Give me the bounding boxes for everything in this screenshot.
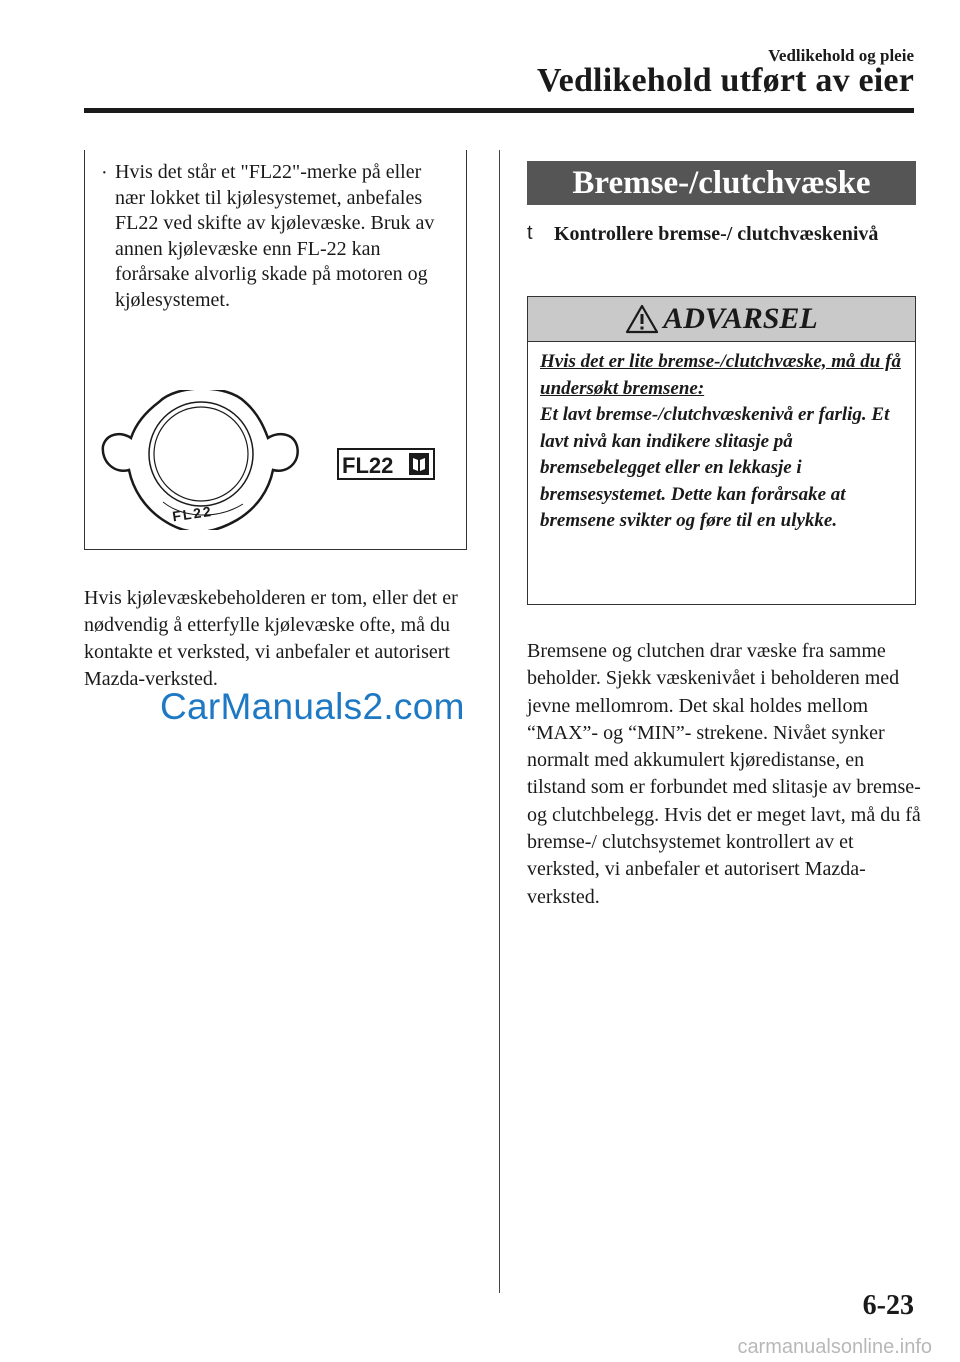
page-title: Vedlikehold utført av eier <box>537 62 914 99</box>
subsection-bullet: t <box>527 222 533 244</box>
radiator-cap-illustration <box>97 390 302 530</box>
warning-label: ADVARSEL <box>663 302 818 335</box>
column-divider <box>499 150 500 1293</box>
fl22-logo-text: FL22 <box>342 453 394 478</box>
cap-fl22-mark: FL22 <box>171 502 214 525</box>
chapter-label: Vedlikehold og pleie <box>768 46 914 65</box>
page-number: 6-23 <box>862 1290 914 1321</box>
header-rule <box>84 108 914 113</box>
warning-header <box>528 297 915 342</box>
right-paragraph: Bremsene og clutchen drar væske fra samme beholder. Sjekk væskenivået i beholderen med jevne mellomrom. Det skal holdes mellom “MAX”- og “MIN”- strekene. Nivået synker normalt med akkumulert kjøredistanse, en tilstand som er forbundet med slitasje av bremse- og clutchbelegg. Hvis det er meget lavt, må du få bremse-/ clutchsystemet kontrollert av et verksted, vi anbefaler et autorisert Mazda-verksted. <box>527 640 921 908</box>
warning-body: Et lavt bremse-/clutchvæskenivå er farlig. Et lavt nivå kan indikere slitasje på bremsebelegget eller en lekkasje i bremsesystemet. Dette kan forårsake at bremsene svikter og føre til en ulykke. <box>540 404 890 532</box>
warning-title: Hvis det er lite bremse-/clutchvæske, må du få undersøkt bremsene: <box>540 351 901 399</box>
subsection-heading: Kontrollere bremse-/ clutchvæskenivå <box>554 223 879 245</box>
fl22-logo <box>337 448 435 480</box>
tip-bullet: · <box>101 162 108 184</box>
left-paragraph: Hvis kjølevæskebeholderen er tom, eller det er nødvendig å etterfylle kjølevæske ofte, må du kontakte et verksted, vi anbefaler et autorisert Mazda-verksted. <box>84 587 458 690</box>
tip-text: Hvis det står et "FL22"-merke på eller nær lokket til kjølesystemet, anbefales FL22 ved skifte av kjølevæske. Bruk av annen kjølevæske enn FL-22 kan forårsake alvorlig skade på motoren og kjølesystemet. <box>115 161 435 311</box>
warning-box <box>527 296 916 605</box>
warning-triangle-icon <box>625 304 659 334</box>
section-banner: Bremse-/clutchvæske <box>527 161 916 205</box>
book-icon <box>409 453 429 475</box>
watermark-logo: CarManuals2.com <box>160 686 465 727</box>
footer-watermark: carmanualsonline.info <box>737 1336 932 1358</box>
tip-box <box>84 150 467 550</box>
